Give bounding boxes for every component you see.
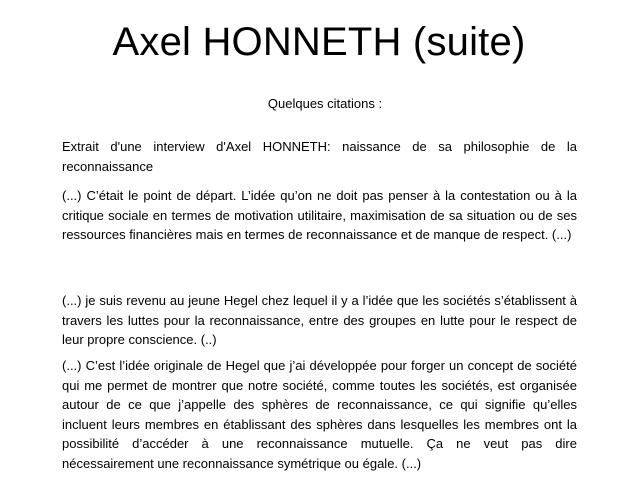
quote-paragraph-2: (...) je suis revenu au jeune Hegel chez lequel il y a l’idée que les sociétés s’établissent à travers les luttes pour la reconnaissance, entre des groupes en lutte pour le respect de leur propre conscience. (..) [62,293,577,347]
intro-paragraph: Extrait d'une interview d'Axel HONNETH: naissance de sa philosophie de la reconnaissance [62,139,577,174]
slide-title: Axel HONNETH (suite) [112,20,526,64]
slide-subtitle: Quelques citations : [267,96,383,111]
quote-paragraph-3: (...) C’est l’idée originale de Hegel que j’ai développée pour forger un concept de société qui me permet de montrer que notre société, comme toutes les sociétés, est organisée autour de ce que j’appelle des sphères de reconnaissance, ce qui signifie qu’elles incluent leurs membres en établissant des sphères dans lesquelles les membres ont la possibilité d’accéder à une reconnaissance mutuelle. Ça ne veut pas dire nécessairement une reconnaissance symétrique ou égale. (...) [62,358,577,471]
quote-paragraph-1: (...) C’était le point de départ. L’idée qu’on ne doit pas penser à la contestation ou à la critique sociale en termes de motivation utilitaire, maximisation de sa situation ou de ses ressources financières mais en termes de reconnaissance et de manque de respect. (...) [62,188,577,242]
